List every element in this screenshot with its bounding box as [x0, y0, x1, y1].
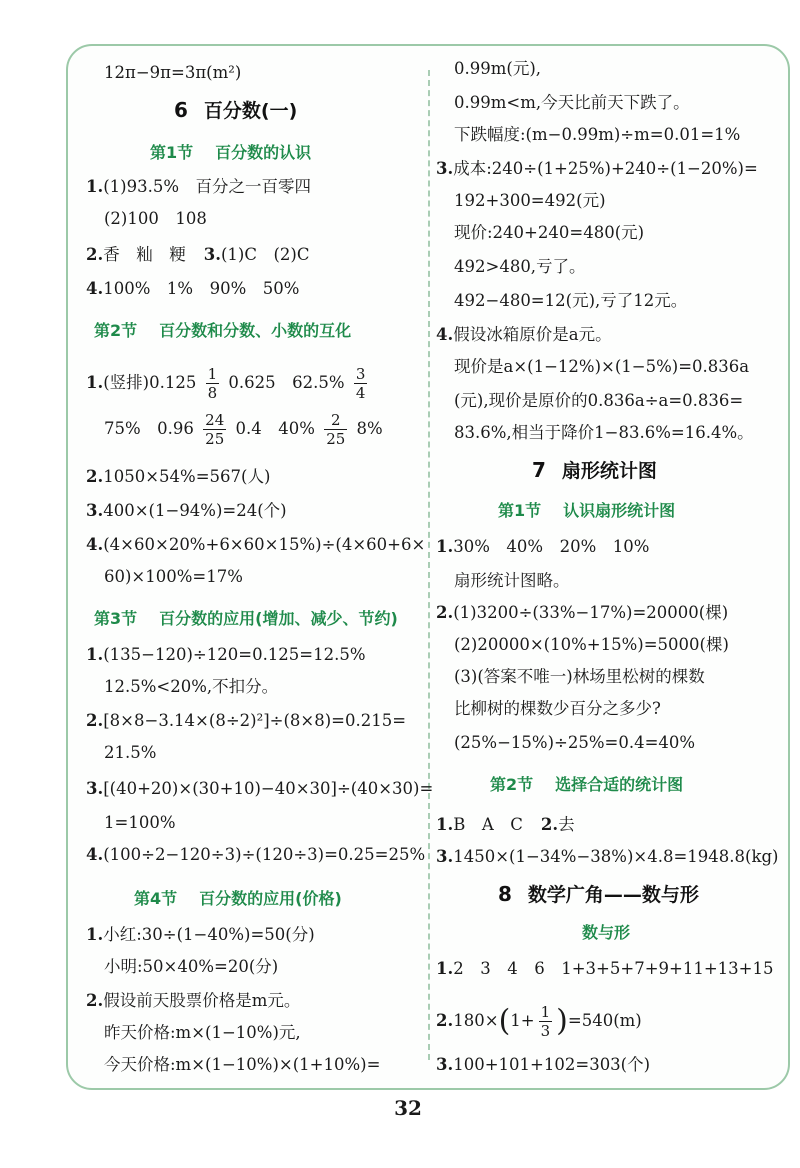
answer-item: 1.(竖排)0.125 $\frac{1}{8}$ 0.625 62.5% $\frac{3}{4}$	[86, 365, 366, 402]
chapter-6-heading: 6 百分数(一)	[174, 98, 298, 122]
answer-item: 1.2 3 4 6 1+3+5+7+9+11+13+15	[436, 959, 774, 978]
answer-item: 1.(135−120)÷120=0.125=12.5%	[86, 645, 366, 664]
section-6-4-heading: 第4节 百分数的应用(价格)	[134, 889, 342, 908]
answer-item: 2.(1)3200÷(33%−17%)=20000(棵)	[436, 603, 729, 622]
section-8-1-heading: 数与形	[582, 923, 631, 942]
answer-item: 1.(1)93.5% 百分之一百零四	[86, 177, 312, 196]
answer-item: (25%−15%)÷25%=0.4=40%	[454, 733, 696, 752]
answer-item: 3.1450×(1−34%−38%)×4.8=1948.8(kg)	[436, 847, 779, 866]
section-6-1-heading: 第1节 百分数的认识	[150, 143, 312, 162]
answer-item: 1.小红:30÷(1−40%)=50(分)	[86, 925, 315, 944]
answer-item: (元),现价是原价的0.836a÷a=0.836=	[454, 391, 744, 410]
fraction: $\frac{1}{3}$	[540, 1003, 551, 1040]
answer-item: 4.(4×60×20%+6×60×15%)÷(4×60+6×	[86, 535, 426, 554]
fraction: $\frac{1}{8}$	[207, 365, 218, 402]
answer-item: (3)(答案不唯一)林场里松树的棵数	[454, 667, 705, 686]
section-6-2-heading: 第2节 百分数和分数、小数的互化	[94, 321, 352, 340]
chapter-7-heading: 7 扇形统计图	[532, 458, 657, 482]
answer-item: 83.6%,相当于降价1−83.6%=16.4%。	[454, 423, 754, 442]
answer-item: 扇形统计图略。	[454, 571, 570, 590]
answer-item: 0.99m<m,今天比前天下跌了。	[454, 93, 690, 112]
page-number: 32	[394, 1096, 422, 1120]
section-7-2-heading: 第2节 选择合适的统计图	[490, 775, 684, 794]
answer-item: 4.(100÷2−120÷3)÷(120÷3)=0.25=25%	[86, 845, 426, 864]
answer-item: 2.[8×8−3.14×(8÷2)²]÷(8×8)=0.215=	[86, 711, 407, 730]
answer-item: 21.5%	[104, 743, 157, 762]
fraction: $\frac{2}{25}$	[326, 411, 346, 448]
answer-item: 492>480,亏了。	[454, 257, 586, 276]
answer-item: 3.400×(1−94%)=24(个)	[86, 501, 287, 520]
answer-item: 比柳树的棵数少百分之多少?	[454, 699, 661, 718]
answer-item: 3.100+101+102=303(个)	[436, 1055, 651, 1074]
answer-item: 现价是a×(1−12%)×(1−5%)=0.836a	[454, 357, 750, 376]
answer-item: 今天价格:m×(1−10%)×(1+10%)=	[104, 1055, 381, 1074]
chapter-8-heading: 8 数学广角——数与形	[498, 882, 699, 906]
answer-item: 2.香 籼 粳 3.(1)C (2)C	[86, 245, 310, 264]
answer-item: 小明:50×40%=20(分)	[104, 957, 279, 976]
answer-item: 4.100% 1% 90% 50%	[86, 279, 300, 298]
answer-item: 2.假设前天股票价格是m元。	[86, 991, 301, 1010]
answer-item: 4.假设冰箱原价是a元。	[436, 325, 612, 344]
answer-item: 2.180×(1+ $\frac{1}{3}$ )=540(m)	[436, 1003, 642, 1040]
formula-line: 12π−9π=3π(m²)	[104, 63, 242, 82]
column-divider	[428, 70, 430, 1060]
answer-item: 3.[(40+20)×(30+10)−40×30]÷(40×30)=	[86, 779, 434, 798]
answer-item: 1.B A C 2.去	[436, 815, 575, 834]
answer-item: 75% 0.96 $\frac{24}{25}$ 0.4 40% $\frac{2}{25}$ 8%	[104, 411, 383, 448]
answer-item: 1=100%	[104, 813, 176, 832]
answer-item: 现价:240+240=480(元)	[454, 223, 645, 242]
answer-item: 3.成本:240÷(1+25%)+240÷(1−20%)=	[436, 159, 758, 178]
answer-item: 1.30% 40% 20% 10%	[436, 537, 650, 556]
answer-item: (2)20000×(10%+15%)=5000(棵)	[454, 635, 729, 654]
section-6-3-heading: 第3节 百分数的应用(增加、减少、节约)	[94, 609, 398, 628]
answer-item: 昨天价格:m×(1−10%)元,	[104, 1023, 301, 1042]
answer-item: 492−480=12(元),亏了12元。	[454, 291, 688, 310]
answer-item: 12.5%<20%,不扣分。	[104, 677, 279, 696]
fraction: $\frac{24}{25}$	[205, 411, 225, 448]
answer-item: 60)×100%=17%	[104, 567, 243, 586]
answer-item: 2.1050×54%=567(人)	[86, 467, 271, 486]
answer-item: 下跌幅度:(m−0.99m)÷m=0.01=1%	[454, 125, 741, 144]
answer-item: (2)100 108	[104, 209, 207, 228]
fraction: $\frac{3}{4}$	[355, 365, 366, 402]
section-7-1-heading: 第1节 认识扇形统计图	[498, 501, 676, 520]
answer-item: 192+300=492(元)	[454, 191, 606, 210]
answer-item: 0.99m(元),	[454, 59, 542, 78]
